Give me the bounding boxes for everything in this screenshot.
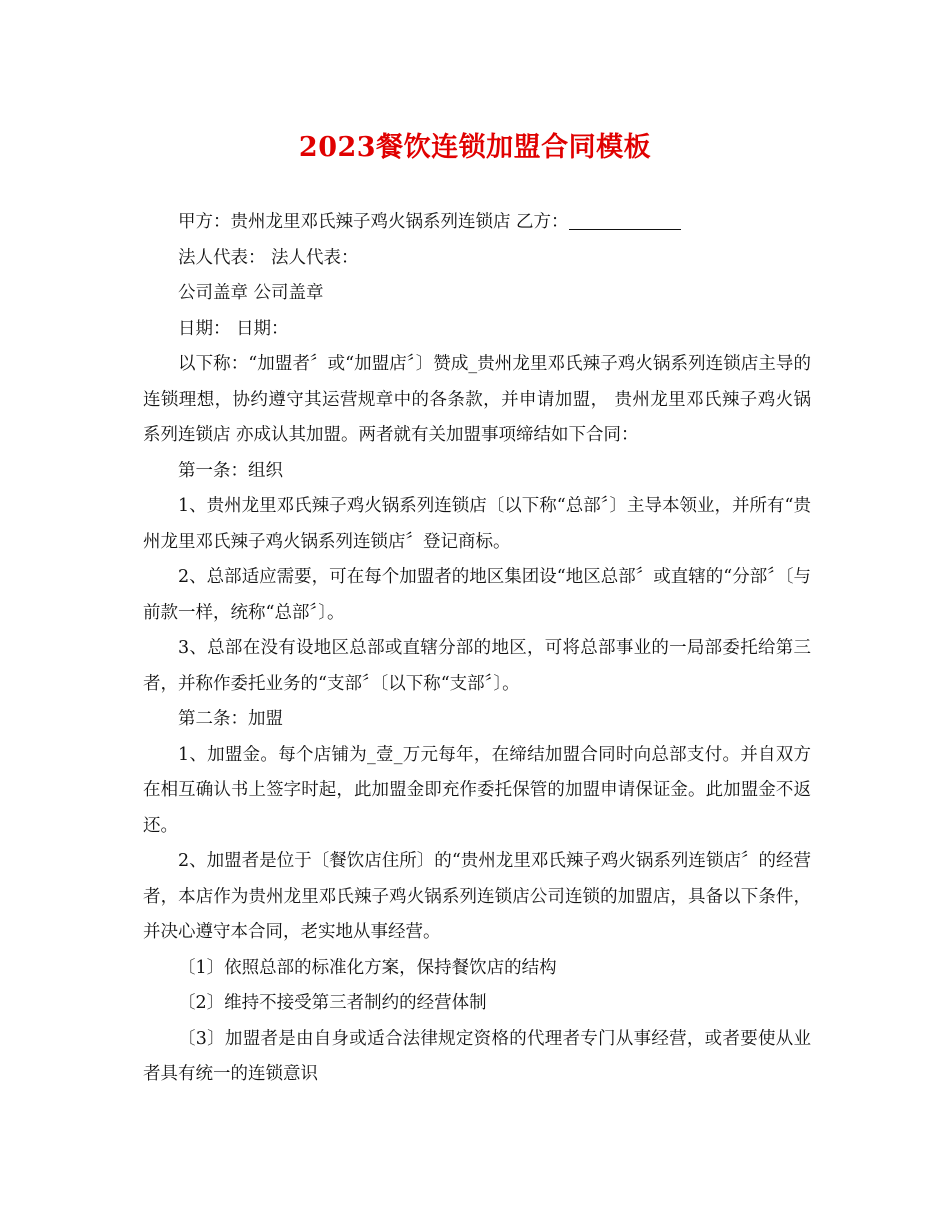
paragraph: 以下称：“加盟者〞或“加盟店〞〕赞成_贵州龙里邓氏辣子鸡火锅系列连锁店主导的连锁理想，协约遵守其运营规章中的各条款，并申请加盟， 贵州龙里邓氏辣子鸡火锅系列连锁店 亦成认其加盟。两者就有关加盟事项缔结如下合同：: [143, 354, 811, 445]
party-a-text: 甲方：贵州龙里邓氏辣子鸡火锅系列连锁店 乙方：: [178, 212, 569, 232]
dates-line: 日期： 日期：: [178, 318, 289, 339]
seals-line: 公司盖章 公司盖章: [178, 283, 324, 303]
section-heading: 第一条：组织: [178, 460, 283, 481]
list-item: 〔1〕依照总部的标准化方案，保持餐饮店的结构: [178, 957, 557, 978]
document-title: 2023餐饮连锁加盟合同模板: [298, 132, 652, 163]
paragraph: 1、加盟金。每个店铺为_壹_万元每年，在缔结加盟合同时向总部支付。并自双方在相互确认书上签字时起，此加盟金即充作委托保管的加盟申请保证金。此加盟金不返还。: [143, 744, 811, 836]
paragraph: 3、总部在没有设地区总部或直辖分部的地区，可将总部事业的一局部委托给第三者，并称作委托业务的“支部〞〔以下称“支部〞〕。: [143, 638, 811, 694]
list-item: 〔3〕加盟者是由自身或适合法律规定资格的代理者专门从事经营，或者要使从业者具有统一的连锁意识: [143, 1028, 811, 1084]
paragraph: 2、加盟者是位于〔餐饮店住所〕的“贵州龙里邓氏辣子鸡火锅系列连锁店〞的经营者，本店作为贵州龙里邓氏辣子鸡火锅系列连锁店公司连锁的加盟店，具备以下条件，并决心遵守本合同，老实地从事经营。: [143, 851, 811, 942]
section-heading: 第二条：加盟: [178, 709, 283, 729]
document-body: [143, 205, 811, 1093]
representatives-line: 法人代表： 法人代表：: [178, 247, 359, 268]
paragraph: 2、总部适应需要，可在每个加盟者的地区集团设“地区总部〞或直辖的“分部〞〔与前款一样，统称“总部〞〕。: [143, 567, 811, 623]
list-item: 〔2〕维持不接受第三者制约的经营体制: [178, 993, 487, 1013]
party-b-blank: [569, 228, 681, 230]
paragraph: 1、贵州龙里邓氏辣子鸡火锅系列连锁店〔以下称“总部〞〕主导本领业，并所有“贵州龙里邓氏辣子鸡火锅系列连锁店〞登记商标。: [143, 496, 811, 552]
party-line: [143, 205, 811, 241]
